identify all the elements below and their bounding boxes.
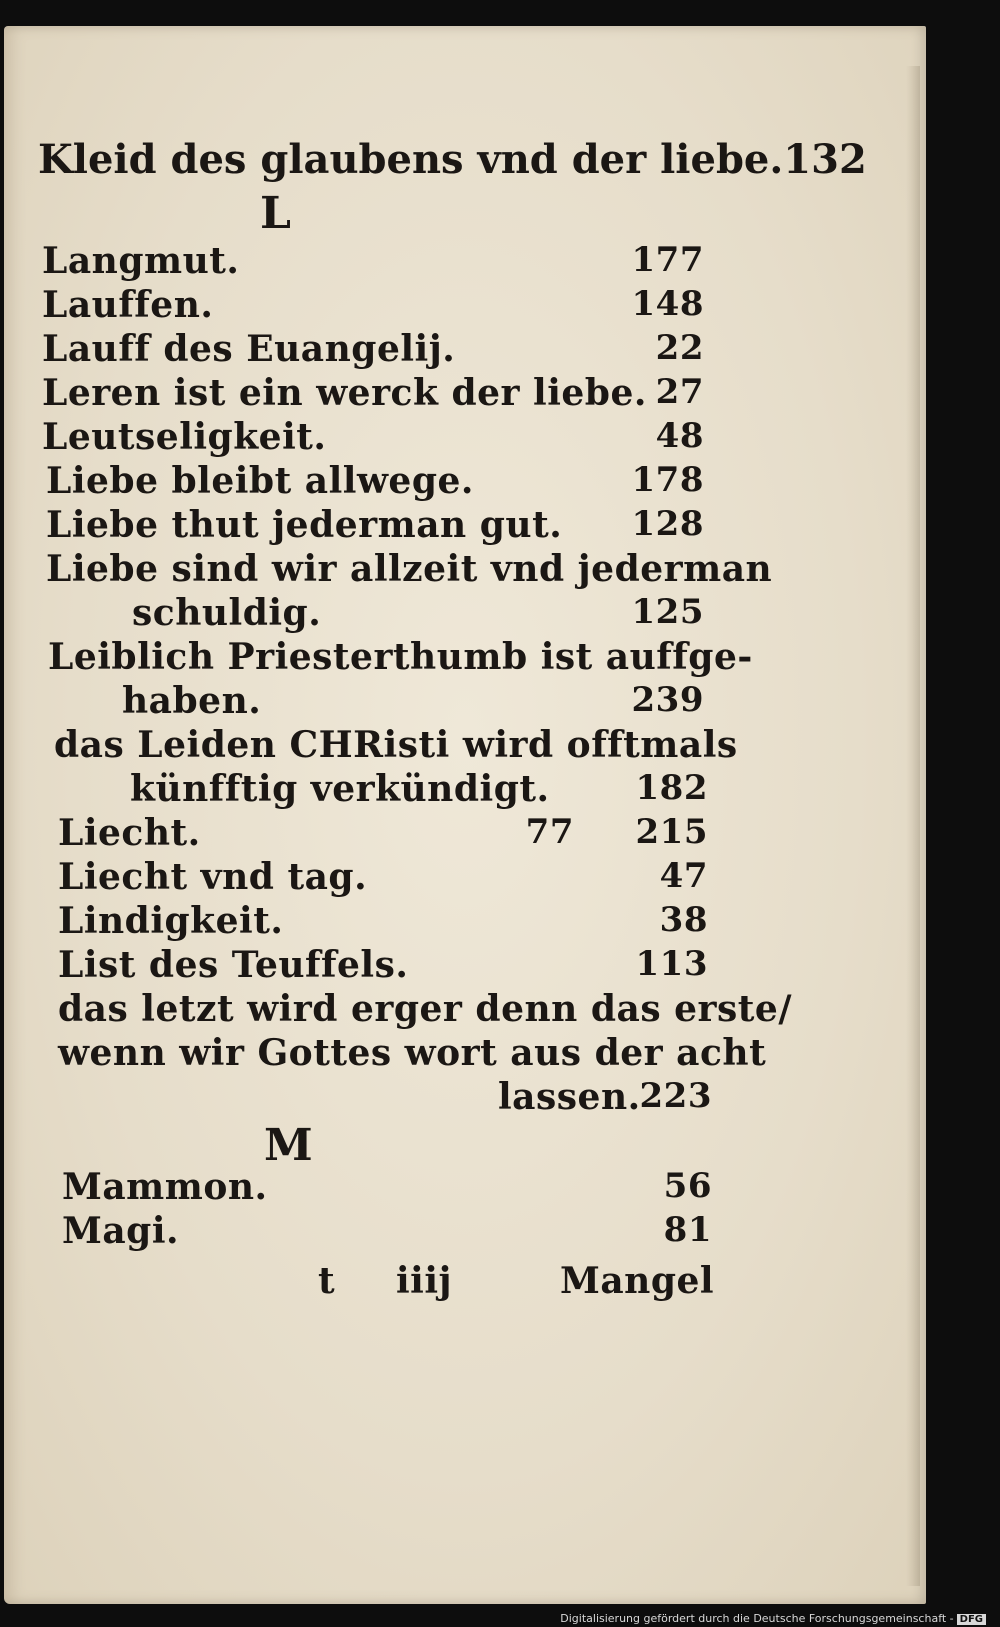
index-entry: List des Teuffels. [58, 944, 409, 986]
index-entry: Leren ist ein werck der liebe. [42, 372, 647, 414]
dfg-logo: DFG [957, 1614, 986, 1625]
index-entry-continuation: künfftig verkündigt. [130, 768, 550, 810]
index-page-ref: 22 [655, 328, 704, 368]
index-entry: Mammon. [62, 1166, 268, 1208]
index-page-ref: 128 [631, 504, 704, 544]
index-page-ref: 27 [655, 372, 704, 412]
header-title: Kleid des glaubens vnd der liebe. [38, 136, 784, 183]
index-entry: Lauffen. [42, 284, 214, 326]
index-entry-continuation: schuldig. [132, 592, 322, 634]
credit-text: Digitalisierung gefördert durch die Deutsche Forschungsgemeinschaft - [560, 1612, 954, 1625]
index-page-ref: 113 [635, 944, 708, 984]
index-page-ref: 81 [663, 1210, 712, 1250]
signature-mark: t [318, 1260, 336, 1302]
index-entry-continuation: wenn wir Gottes wort aus der acht [58, 1032, 767, 1074]
index-page-ref: 38 [659, 900, 708, 940]
index-entry: Liebe sind wir allzeit vnd jederman [46, 548, 773, 590]
index-entry: Liecht. [58, 812, 201, 854]
signature-number: iiij [396, 1260, 453, 1302]
section-letter-m: M [264, 1120, 314, 1171]
index-page-ref: 239 [631, 680, 704, 720]
index-entry: Liebe thut jederman gut. [46, 504, 563, 546]
index-page-ref: 48 [655, 416, 704, 456]
index-entry: Liebe bleibt allwege. [46, 460, 474, 502]
index-entry: Lauff des Euangelij. [42, 328, 456, 370]
page-fold-shadow [906, 66, 920, 1586]
running-header [38, 136, 867, 183]
index-entry: Magi. [62, 1210, 180, 1252]
index-entry-continuation: lassen. [498, 1076, 641, 1118]
index-entry: das letzt wird erger denn das erste/ [58, 988, 792, 1030]
page-number: 132 [783, 136, 867, 183]
book-page [4, 26, 926, 1604]
index-page-ref: 56 [663, 1166, 712, 1206]
index-page-ref: 177 [631, 240, 704, 280]
index-entry: das Leiden CHRisti wird offtmals [54, 724, 738, 766]
index-page-ref: 215 [635, 812, 708, 852]
index-entry: Leutseligkeit. [42, 416, 327, 458]
index-entry: Langmut. [42, 240, 240, 282]
index-entry-continuation: haben. [122, 680, 262, 722]
index-page-ref: 178 [631, 460, 704, 500]
section-letter-l: L [260, 188, 292, 239]
index-page-ref-extra: 77 [525, 812, 574, 852]
index-page-ref: 148 [631, 284, 704, 324]
index-entry: Leiblich Priesterthumb ist auffge- [48, 636, 753, 678]
index-entry: Lindigkeit. [58, 900, 284, 942]
catchword: Mangel [560, 1260, 715, 1302]
index-page-ref: 223 [639, 1076, 712, 1116]
index-page-ref: 182 [635, 768, 708, 808]
index-page-ref: 125 [631, 592, 704, 632]
index-entry: Liecht vnd tag. [58, 856, 368, 898]
digitization-credit [560, 1612, 986, 1625]
index-page-ref: 47 [659, 856, 708, 896]
